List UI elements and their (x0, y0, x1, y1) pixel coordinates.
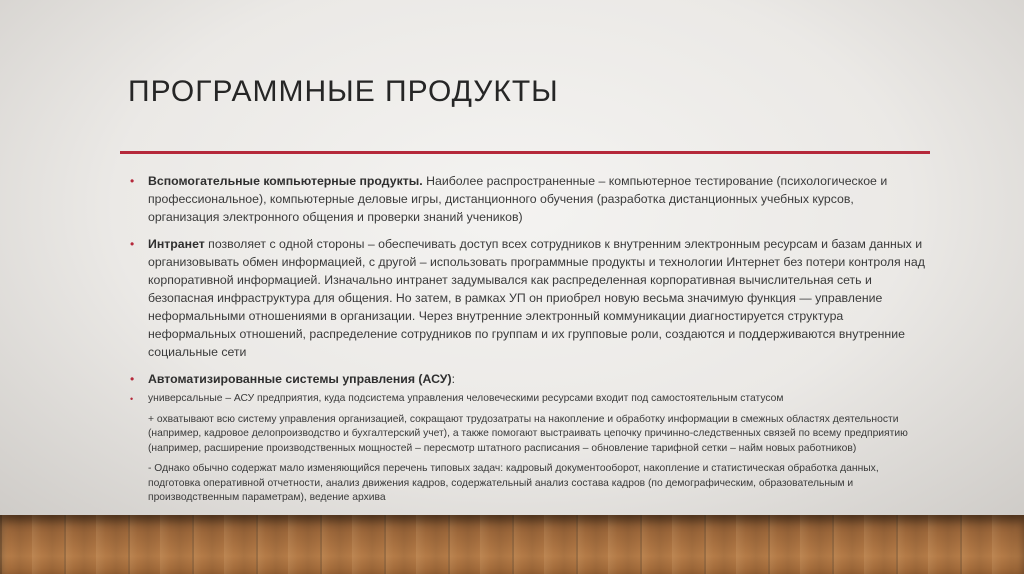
asu-sublist (128, 392, 928, 506)
asu-item-universal (128, 392, 928, 407)
bullet-marker: • (130, 174, 135, 188)
bullet-intranet (128, 235, 928, 361)
sub-bullet-marker: • (130, 394, 134, 404)
bullet-heading: Вспомогательные компьютерные продукты. (148, 174, 423, 188)
bullet-text: : (451, 372, 455, 386)
bullet-heading: Интранет (148, 237, 205, 251)
slide-title: ПРОГРАММНЫЕ ПРОДУКТЫ (128, 75, 559, 108)
asu-item-text: + охватывают всю систему управления организацией, сокращают трудозатраты на накопление и обработку информации в смежных областях деятельности (например, кадровое делопроизводство и бухгалтерский учет), а также помогают выстраивать цепочку причинно-следственных связей по всему предприятию (например, расширение производственных мощностей – пересмотр штатного расписания – обновление тарифной сетки – найм новых работников) (148, 413, 908, 454)
bullet-text: позволяет с одной стороны – обеспечивать доступ всех сотрудников к внутренним электронным ресурсам и базам данных и организовывать обмен информацией, с другой – использовать программные продукты и технологии Интернет без потери контроля над корпоративной информацией. Изначально интранет задумывался как распределенная корпоративная вычислительная сеть и безопасная инфраструктура для общения. Но затем, в рамках УП он приобрел новую весьма значимую функция — управление неформальными отношениями в организации. Через внутренние электронный коммуникации диагностируется структура неформальных отношений, распределение сотрудников по группам и их групповые роли, создаются и поддерживаются внутренние социальные сети (148, 237, 925, 359)
bullet-text: Наиболее распространенные – компьютерное тестирование (психологическое и профессиональное), компьютерные деловые игры, дистанционного обучения (разработка дистанционных учебных курсов, организация электронного общения и проверки знаний учеников) (148, 174, 888, 224)
bullet-auxiliary-products (128, 172, 928, 226)
asu-item-text: универсальные – АСУ предприятия, куда подсистема управления человеческими ресурсами входит под самостоятельным статусом (148, 393, 784, 404)
bullet-heading: Автоматизированные системы управления (АСУ) (148, 372, 452, 386)
bullet-asu (128, 370, 928, 506)
wooden-floor-background (0, 515, 1024, 574)
asu-item-advantages (128, 413, 928, 457)
bullet-marker: • (130, 237, 135, 251)
title-divider (120, 151, 930, 154)
asu-item-disadvantages (128, 462, 928, 506)
slide-content (128, 172, 928, 515)
bullet-marker: • (130, 372, 135, 386)
asu-item-text: - Однако обычно содержат мало изменяющийся перечень типовых задач: кадровый документооборот, накопление и статистическая обработка данных, подготовка оперативной отчетности, анализ движения кадров, содержательный анализ состава кадров (по демографическим, образовательным и производственным параметрам), ведение архива (148, 463, 879, 503)
